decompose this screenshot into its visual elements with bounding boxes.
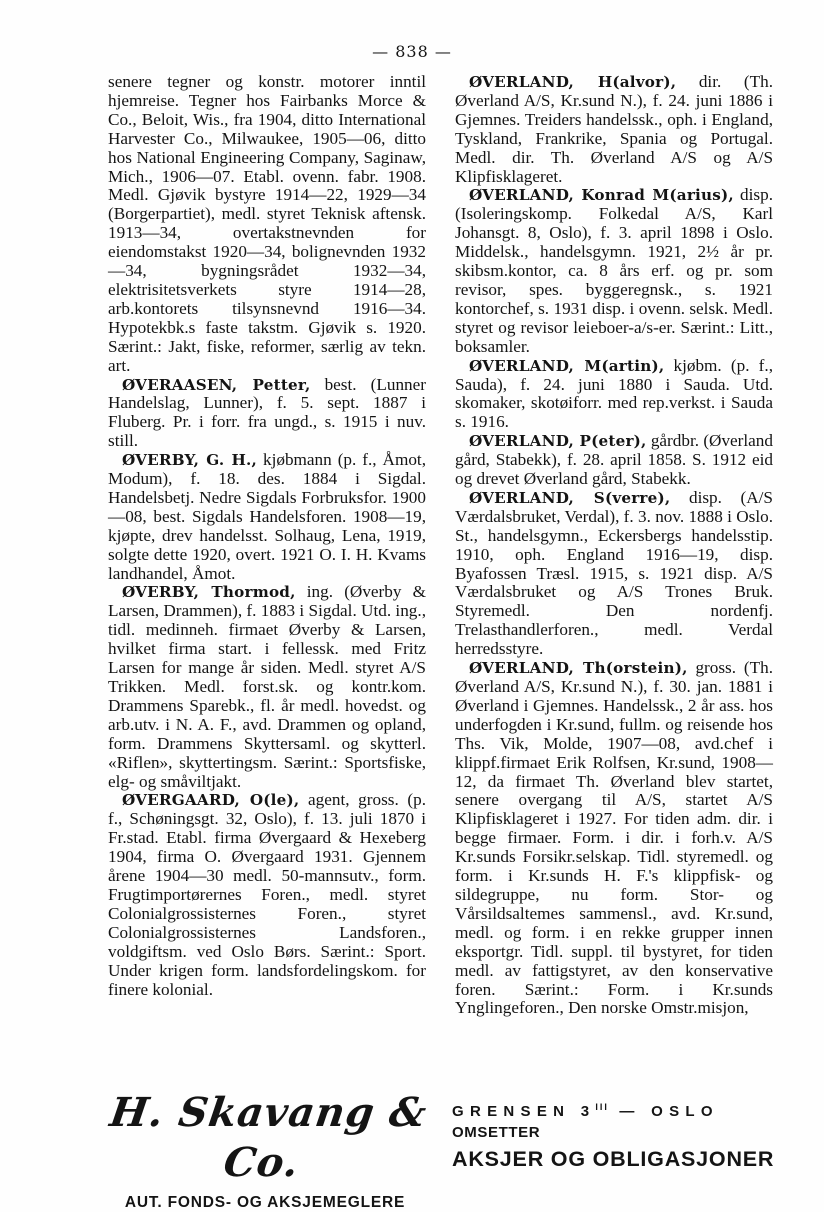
skavang-logo: H. Skavang & Co. [107,1089,431,1186]
page-number: — 838 — [372,42,452,61]
entry-overby-gh: ØVERBY, G. H., kjøbmann (p. f., Åmot, Modum), f. 18. des. 1884 i Sigdal. Handelsbetj. Nedre Sigdals Forbruksfor. 1900—08, best. Sigdals Handelsforen. 1908—19, kjøpte, drev handelsst. Solhaug, Lena, 1919, solgte dette 1920, overt. 1921 O. I. H. Kvams landhandel, Åmot. [108,450,426,583]
entry-overland-peter: ØVERLAND, P(eter), gårdbr. (Øverland gård, Stabekk), f. 28. april 1858. S. 1912 eid og drevet Øverland gård, Stabekk. [455,431,773,489]
entry-overland-thorstein: ØVERLAND, Th(orstein), gross. (Th. Øverland A/S, Kr.sund N.), f. 30. jan. 1881 i Øverland i Gjemnes. Handelssk., 2 år ass. hos underfogden i Kr.sund, fullm. og reisende hos Ths. Vik, Molde, 1907—08, avd.chef i klippf.firmaet Erik Rolfsen, Kr.sund, 1908—12, da firmaet Th. Øverland blev startet, senere overgang til A/S, startet A/S Klipfisklageret i 1927. For tiden adm. dir. i begge firmaer. Form. i dir. i forh.v. A/S Kr.sunds Forsikr.selskap. Tidl. styremedl. og form. i Kr.sunds H. F.'s klippfisk- og sildegruppe, nu form. Stor- og Vårsildsaltemes sammensl., avd. Kr.sund, medl. og form. i en rekke grupper innen eksportgr. Tidl. suppl. til bystyret, for tiden medl. av fattigstyret, av den konservative foren. Særint.: Form. i Kr.sunds Ynglingeforen., Den norske Omstr.misjon, [455,658,773,1018]
entry-name: ØVERLAND, M(artin), [469,356,665,375]
right-column [455,73,773,1018]
entry-name: ØVERAASEN, Petter, [122,375,311,394]
entry-overaasen-petter: ØVERAASEN, Petter, best. (Lunner Handelslag, Lunner), f. 5. sept. 1887 i Fluberg. Pr. i forr. fra ungd., s. 1915 i nuv. still. [108,374,426,451]
ad-address-line: GRENSEN $3^{III}$ — OSLO [452,1102,719,1120]
left-column [108,73,426,999]
entry-continuation: senere tegner og konstr. motorer inntil hjemreise. Tegner hos Fairbanks Morce & Co., Beloit, Wis., fra 1904, ditto International Harvester Co., Milwaukee, 1905—06, ditto hos National Engineering Company, Saginaw, Mich., 1906—07. Etabl. ovenn. fabr. 1908. Medl. Gjøvik bystyre 1914—22, 1929—34 (Borgerpartiet), medl. styret Teknisk aftensk. 1913—34, overtakstnevnden for eiendomstakst 1920—34, bolignevnden 1932—34, bygningsrådet 1932—34, elektrisitetsverkets styre 1914—28, arb.kontorets tilsynsnevnd 1916—34. Hypotekbk.s faste takstm. Gjøvik s. 1920. Særint.: Jakt, fiske, reformer, særlig av tekn. art. [108,72,426,375]
skavang-subtitle: AUT. FONDS- OG AKSJEMEGLERE [124,1194,406,1211]
entry-overland-konrad: ØVERLAND, Konrad M(arius), disp. (Isoleringskomp. Folkedal A/S, Karl Johansgt. 8, Oslo), f. 3. april 1898 i Oslo. Middelsk., handelsgymn. 1921, 2½ år pr. skibsm.kontor, ca. 8 års erf. og pr. som revisor, spes. byggeregnsk., s. 1921 kontorchef, s. 1931 disp. i ovenn. selsk. Medl. styret og revisor leieboer-a/s-er. Særint.: Litt., boksamler. [455,185,774,356]
entry-name: ØVERLAND, Konrad M(arius), [469,186,734,205]
entry-name: ØVERLAND, Th(orstein), [469,659,688,678]
entry-overgaard-ole: ØVERGAARD, O(le), agent, gross. (p. f., Schøningsgt. 32, Oslo), f. 13. juli 1870 i Fr.stad. Etabl. firma Øvergaard & Hexeberg 1904, firma O. Øvergaard 1931. Gjennem årene 1904—30 medl. 50-mannsutv., form. Frugtimportørernes Foren., medl. styret Colonialgrossisternes Foren., styret Colonialgrossisternes Landsforen., voldgiftsm. ved Oslo Børs. Særint.: Sport. Under krigen form. landsfordelingskom. for finere kolonial. [108,790,427,999]
entry-overland-halvor: ØVERLAND, H(alvor), dir. (Th. Øverland A/S, Kr.sund N.), f. 24. juni 1886 i Gjemnes. Treiders handelssk., oph. i England, Tyskland, Frankrike, Spania og Portugal. Medl. dir. Th. Øverland A/S og A/S Klipfisklageret. [455,72,773,186]
ad-aksjer-obligasjoner: AKSJER OG OBLIGASJONER [452,1147,775,1171]
advertisement-skavang [100,1088,430,1212]
entry-name: ØVERBY, Thormod, [122,583,296,602]
entry-name: ØVERGAARD, O(le), [122,791,300,810]
entry-name: ØVERBY, G. H., [122,451,258,470]
entry-overland-sverre: ØVERLAND, S(verre), disp. (A/S Værdalsbruket, Verdal), f. 3. nov. 1888 i Oslo. St., handelsgymn., Eckersbergs handelsstip. 1910, oph. England 1916—19, disp. Byafossen Træsl. 1915, s. 1921 disp. A/S Værdalsbruket og A/S Trones Bruk. Styremedl. Den nordenfj. Trelasthandlerforen., medl. Verdal herredsstyre. [455,487,773,659]
entry-overby-thormod: ØVERBY, Thormod, ing. (Øverby & Larsen, Drammen), f. 1883 i Sigdal. Utd. ing., tidl. medinneh. firmaet Øverby & Larsen, hvilket firma start. i fellessk. med Fritz Larsen for mange år siden. Medl. styret A/S Trikken. Medl. forst.sk. og kontr.kom. Drammens Sparebk., fl. år medl. hovedst. og arb.utv. i N. A. F., avd. Drammen og opland, form. Drammens Skyttersaml. og skytterl. «Riflen», skyttertingsm. Særint.: Sportsfiske, elg- og småviltjakt. [108,582,426,791]
advertisement-address [452,1097,782,1172]
ad-omsetter: OMSETTER [452,1124,541,1141]
entry-overland-martin: ØVERLAND, M(artin), kjøbm. (p. f., Sauda), f. 24. juni 1880 i Sauda. Utd. skomaker, skotøiforr. med rep.verkst. i Sauda s. 1916. [455,355,773,432]
entry-name: ØVERLAND, P(eter), [469,432,647,451]
entry-name: ØVERLAND, S(verre), [469,488,671,507]
entry-name: ØVERLAND, H(alvor), [469,73,677,91]
